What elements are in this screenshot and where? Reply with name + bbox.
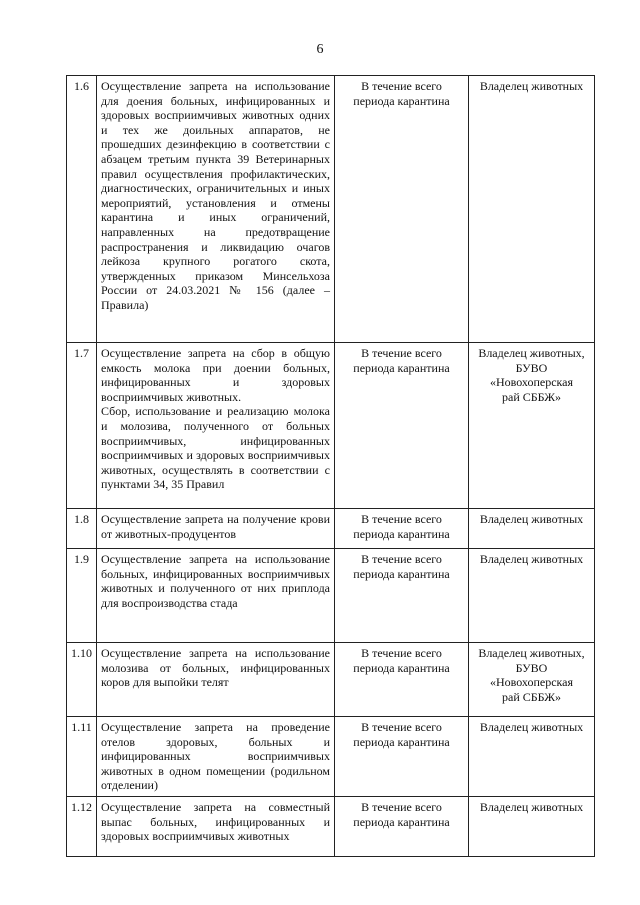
measure-description: Осуществление запрета на сбор в общую емкость молока при доении больных, инфицированных и здоровых восприимчивых животных. Сбор, использование и реализацию молока и молозива, полученного от больных восприимчивых, инфицированных восприимчивых и здоровых восприимчивых животных, осуществлять в соответствии с пунктами 34, 35 Правил (97, 343, 335, 509)
table-row (67, 643, 595, 717)
measure-responsible: Владелец животных (469, 76, 595, 343)
measure-responsible: Владелец животных, БУВО «Новохоперская рай СББЖ» (469, 643, 595, 717)
table-row (67, 717, 595, 797)
measure-period: В течение всего периода карантина (335, 549, 469, 643)
row-number: 1.9 (67, 549, 97, 643)
table-row (67, 509, 595, 549)
measure-period: В течение всего периода карантина (335, 509, 469, 549)
measure-description: Осуществление запрета на проведение отелов здоровых, больных и инфицированных восприимчивых животных в одном помещении (родильном отделении) (97, 717, 335, 797)
measure-responsible: Владелец животных (469, 509, 595, 549)
row-number: 1.11 (67, 717, 97, 797)
measure-description: Осуществление запрета на совместный выпас больных, инфицированных и здоровых восприимчивых животных (97, 796, 335, 856)
page-number: 6 (316, 42, 324, 57)
measure-responsible: Владелец животных, БУВО «Новохоперская рай СББЖ» (469, 343, 595, 509)
table-row (67, 549, 595, 643)
measure-responsible: Владелец животных (469, 796, 595, 856)
measure-description: Осуществление запрета на использование молозива от больных, инфицированных коров для выпойки телят (97, 643, 335, 717)
row-number: 1.10 (67, 643, 97, 717)
measure-description: Осуществление запрета на использование больных, инфицированных восприимчивых животных и полученного от них приплода для воспроизводства стада (97, 549, 335, 643)
row-number: 1.7 (67, 343, 97, 509)
measure-period: В течение всего периода карантина (335, 717, 469, 797)
measures-table (66, 75, 595, 857)
measure-period: В течение всего периода карантина (335, 796, 469, 856)
measure-description: Осуществление запрета на использование для доения больных, инфицированных и здоровых восприимчивых животных одних и тех же доильных аппаратов, не прошедших дезинфекцию в соответствии с абзацем третьим пункта 39 Ветеринарных правил осуществления профилактических, диагностических, ограничительных и иных мероприятий, установления и отмены карантина и иных ограничений, направленных на предотвращение распространения и ликвидацию очагов лейкоза крупного рогатого скота, утвержденных приказом Минсельхоза России от 24.03.2021 № 156 (далее – Правила) (97, 76, 335, 343)
table-row (67, 76, 595, 343)
row-number: 1.6 (67, 76, 97, 343)
table-row (67, 796, 595, 856)
measure-period: В течение всего периода карантина (335, 76, 469, 343)
measure-period: В течение всего периода карантина (335, 343, 469, 509)
row-number: 1.12 (67, 796, 97, 856)
row-number: 1.8 (67, 509, 97, 549)
measure-description: Осуществление запрета на получение крови от животных-продуцентов (97, 509, 335, 549)
measure-period: В течение всего периода карантина (335, 643, 469, 717)
measure-responsible: Владелец животных (469, 549, 595, 643)
table-row (67, 343, 595, 509)
measure-responsible: Владелец животных (469, 717, 595, 797)
